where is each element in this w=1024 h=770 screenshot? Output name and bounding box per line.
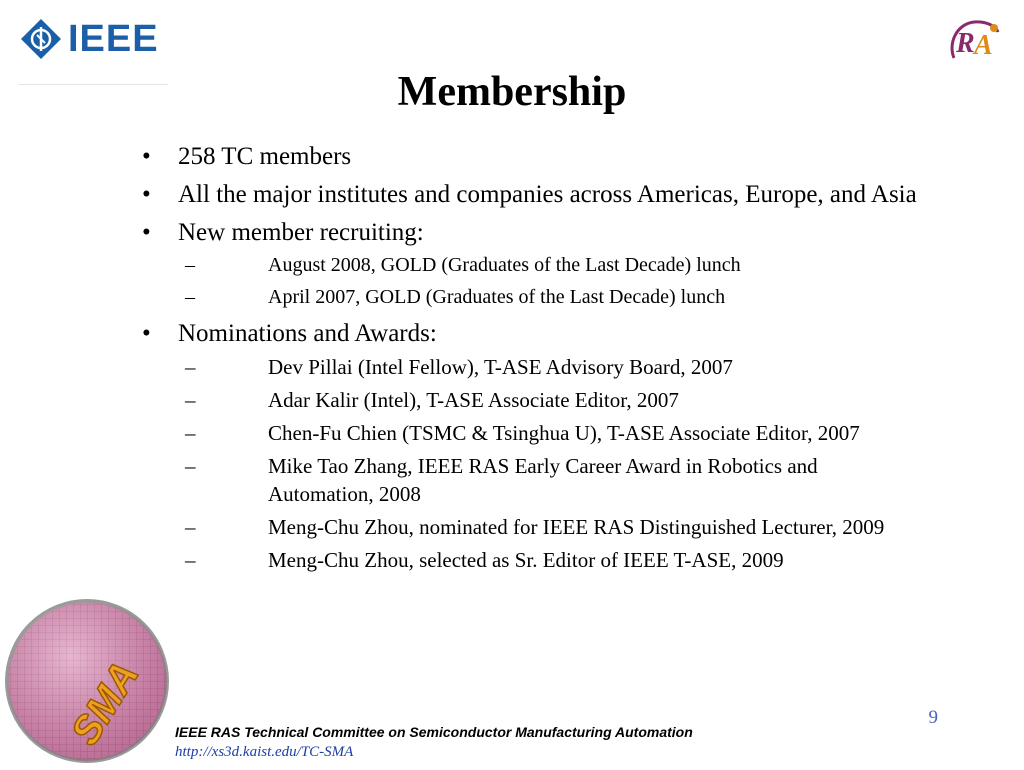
ras-logo-icon	[946, 14, 1002, 66]
bullet-item	[140, 319, 980, 349]
bullet-marker: •	[142, 181, 151, 208]
sub-list	[140, 252, 980, 311]
sma-wafer-logo	[3, 597, 171, 770]
sub-item: – Meng-Chu Zhou, selected as Sr. Editor of IEEE T-ASE, 2009	[140, 546, 980, 574]
sub-item-text: Chen-Fu Chien (TSMC & Tsinghua U), T-ASE Associate Editor, 2007	[268, 421, 860, 445]
slide-content	[140, 142, 980, 579]
sub-item-text: April 2007, GOLD (Graduates of the Last Decade) lunch	[268, 286, 726, 308]
bullet-item	[140, 142, 980, 172]
page-number: 9	[928, 707, 938, 728]
sub-item: – Chen-Fu Chien (TSMC & Tsinghua U), T-ASE Associate Editor, 2007	[140, 419, 980, 447]
sub-item-text: Mike Tao Zhang, IEEE RAS Early Career Award in Robotics and Automation, 2008	[268, 454, 818, 506]
sma-wafer-logo-icon	[3, 597, 171, 765]
sub-item: – Meng-Chu Zhou, nominated for IEEE RAS Distinguished Lecturer, 2009	[140, 513, 980, 541]
sub-item: – August 2008, GOLD (Graduates of the Last Decade) lunch	[140, 252, 980, 279]
sub-item-text: Adar Kalir (Intel), T-ASE Associate Editor, 2007	[268, 388, 679, 412]
bullet-marker: •	[142, 219, 151, 246]
bullet-text: All the major institutes and companies across Americas, Europe, and Asia	[178, 181, 917, 208]
bullet-item	[140, 180, 980, 210]
bullet-text: Nominations and Awards:	[178, 320, 437, 347]
svg-text:R: R	[956, 28, 975, 59]
footer-url-link[interactable]: http://xs3d.kaist.edu/TC-SMA	[175, 744, 354, 760]
slide-title: Membership	[397, 69, 627, 115]
bullet-marker: •	[142, 143, 151, 170]
sub-item: – April 2007, GOLD (Graduates of the Last Decade) lunch	[140, 284, 980, 311]
ieee-diamond-logo-icon	[20, 18, 62, 60]
footer-committee: IEEE RAS Technical Committee on Semiconductor Manufacturing Automation	[175, 724, 693, 740]
ieee-logo	[20, 18, 159, 60]
bullet-text: 258 TC members	[178, 143, 352, 170]
sub-list	[140, 353, 980, 574]
sub-item: – Mike Tao Zhang, IEEE RAS Early Career Award in Robotics and Automation, 2008	[140, 452, 980, 508]
sub-item: – Dev Pillai (Intel Fellow), T-ASE Advisory Board, 2007	[140, 353, 980, 381]
sub-item-text: Meng-Chu Zhou, selected as Sr. Editor of IEEE T-ASE, 2009	[268, 548, 784, 572]
bullet-marker: •	[142, 320, 151, 347]
sub-item-text: Meng-Chu Zhou, nominated for IEEE RAS Distinguished Lecturer, 2009	[268, 515, 885, 539]
ras-logo	[946, 14, 1002, 71]
sub-item: – Adar Kalir (Intel), T-ASE Associate Editor, 2007	[140, 386, 980, 414]
bullet-text: New member recruiting:	[178, 219, 424, 246]
ieee-logo-text: IEEE	[68, 18, 159, 60]
bullet-item	[140, 218, 980, 248]
sub-item-text: Dev Pillai (Intel Fellow), T-ASE Advisory Board, 2007	[268, 355, 733, 379]
svg-text:A: A	[974, 30, 993, 61]
sub-item-text: August 2008, GOLD (Graduates of the Last Decade) lunch	[268, 254, 741, 276]
svg-text:SMA: SMA	[62, 654, 148, 753]
